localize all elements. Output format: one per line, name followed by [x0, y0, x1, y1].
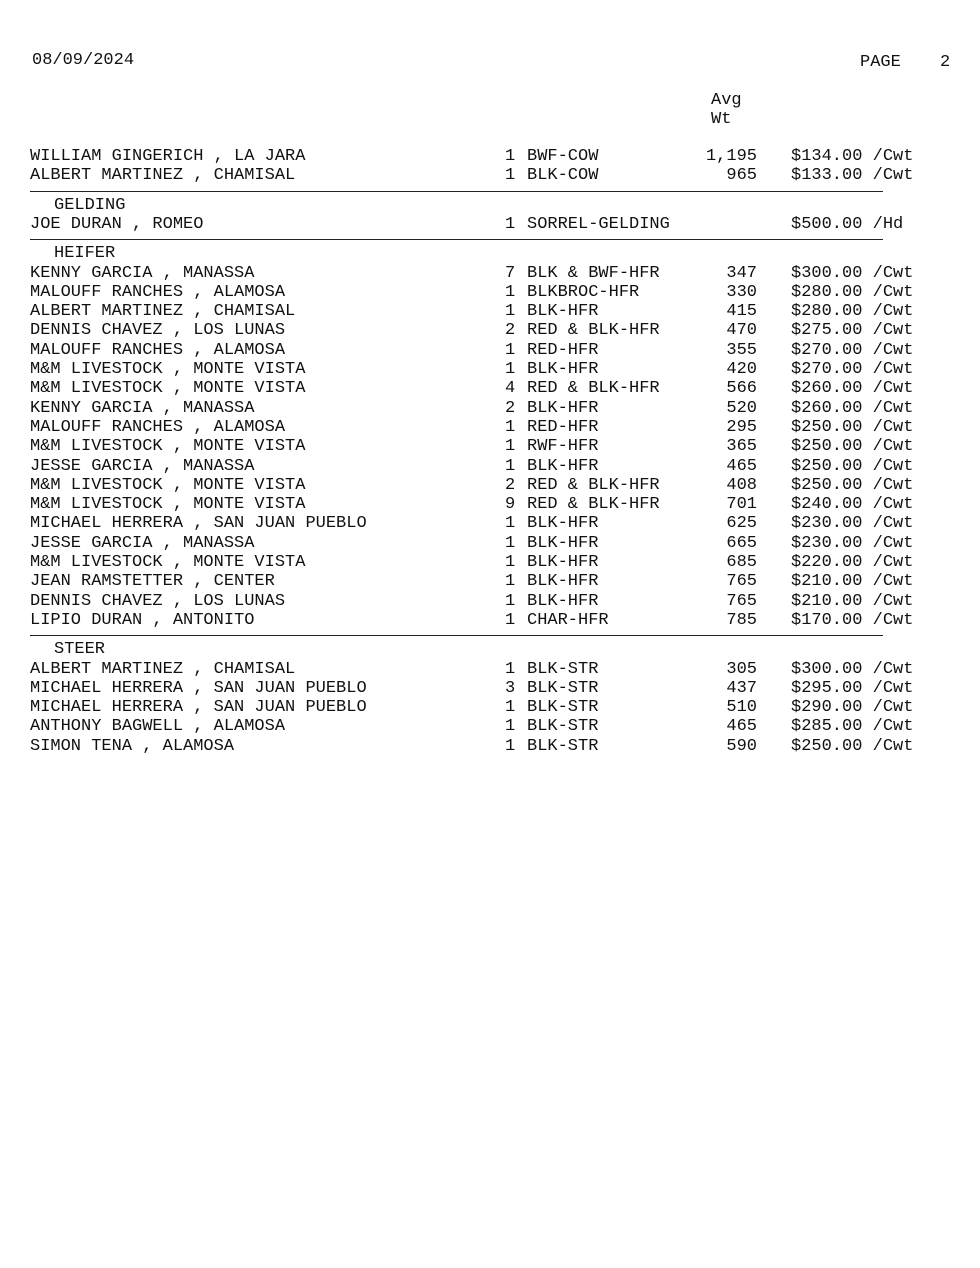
sale-row	[0, 341, 980, 360]
animal-description: BLK-STR	[527, 736, 599, 756]
sale-row	[0, 572, 980, 591]
buyer-name: ALBERT MARTINEZ , CHAMISAL	[30, 659, 296, 679]
sale-price: $285.00 /Cwt	[791, 717, 914, 737]
sale-row	[0, 698, 980, 717]
sale-row	[0, 660, 980, 679]
section-divider	[30, 191, 883, 192]
buyer-name: ALBERT MARTINEZ , CHAMISAL	[30, 166, 296, 186]
animal-description: BLK-HFR	[527, 302, 599, 322]
sale-price: $280.00 /Cwt	[791, 282, 914, 302]
animal-description: RED & BLK-HFR	[527, 475, 660, 495]
head-count: 1	[505, 514, 516, 534]
animal-description: BLK-HFR	[527, 572, 599, 592]
sale-row	[0, 592, 980, 611]
sale-price: $500.00 /Hd	[791, 214, 904, 234]
average-weight: 765	[726, 591, 757, 611]
head-count: 1	[505, 166, 516, 186]
buyer-name: M&M LIVESTOCK , MONTE VISTA	[30, 379, 306, 399]
average-weight: 465	[726, 456, 757, 476]
sale-price: $250.00 /Cwt	[791, 417, 914, 437]
average-weight: 470	[726, 321, 757, 341]
report-date: 08/09/2024	[32, 51, 135, 70]
head-count: 1	[505, 456, 516, 476]
buyer-name: MICHAEL HERRERA , SAN JUAN PUEBLO	[30, 678, 367, 698]
sale-price: $270.00 /Cwt	[791, 340, 914, 360]
animal-description: RWF-HFR	[527, 437, 599, 457]
section-divider	[30, 635, 883, 636]
average-weight: 685	[726, 553, 757, 572]
animal-description: BLK-HFR	[527, 553, 599, 572]
sale-price: $260.00 /Cwt	[791, 379, 914, 399]
sale-row	[0, 476, 980, 495]
head-count: 1	[505, 214, 516, 234]
page-label: PAGE	[860, 53, 901, 72]
sale-row	[0, 437, 980, 456]
animal-description: RED-HFR	[527, 340, 599, 360]
head-count: 1	[505, 417, 516, 437]
buyer-name: KENNY GARCIA , MANASSA	[30, 263, 255, 283]
average-weight: 701	[726, 495, 757, 515]
sale-price: $170.00 /Cwt	[791, 610, 914, 630]
section-title: GELDING	[54, 195, 126, 215]
section-title: STEER	[54, 640, 106, 660]
head-count: 2	[505, 321, 516, 341]
column-header-avg: Avg	[711, 91, 742, 110]
sale-price: $230.00 /Cwt	[791, 514, 914, 534]
buyer-name: ANTHONY BAGWELL , ALAMOSA	[30, 717, 286, 737]
animal-description: RED & BLK-HFR	[527, 321, 660, 341]
sale-row	[0, 360, 980, 379]
sale-price: $210.00 /Cwt	[791, 572, 914, 592]
animal-description: BLK-HFR	[527, 514, 599, 534]
sale-row	[0, 679, 980, 698]
head-count: 1	[505, 282, 516, 302]
sale-price: $275.00 /Cwt	[791, 321, 914, 341]
sale-price: $290.00 /Cwt	[791, 698, 914, 718]
sale-price: $250.00 /Cwt	[791, 475, 914, 495]
section-title: HEIFER	[54, 244, 116, 264]
average-weight: 965	[726, 166, 757, 186]
average-weight: 665	[726, 533, 757, 553]
sale-row	[0, 215, 980, 234]
buyer-name: JOE DURAN , ROMEO	[30, 214, 204, 234]
average-weight: 330	[726, 282, 757, 302]
buyer-name: LIPIO DURAN , ANTONITO	[30, 610, 255, 630]
head-count: 3	[505, 678, 516, 698]
head-count: 1	[505, 533, 516, 553]
average-weight: 590	[726, 736, 757, 756]
animal-description: BLK-STR	[527, 698, 599, 718]
sale-price: $250.00 /Cwt	[791, 437, 914, 457]
animal-description: BLK-HFR	[527, 456, 599, 476]
sale-price: $250.00 /Cwt	[791, 736, 914, 756]
buyer-name: JESSE GARCIA , MANASSA	[30, 456, 255, 476]
sale-row	[0, 553, 980, 572]
sale-row	[0, 717, 980, 736]
buyer-name: KENNY GARCIA , MANASSA	[30, 398, 255, 418]
animal-description: BLK & BWF-HFR	[527, 263, 660, 283]
head-count: 1	[505, 736, 516, 756]
buyer-name: MICHAEL HERRERA , SAN JUAN PUEBLO	[30, 698, 367, 718]
animal-description: BLK-STR	[527, 678, 599, 698]
sale-row	[0, 399, 980, 418]
sale-price: $300.00 /Cwt	[791, 659, 914, 679]
buyer-name: M&M LIVESTOCK , MONTE VISTA	[30, 360, 306, 379]
head-count: 1	[505, 591, 516, 611]
average-weight: 1,195	[705, 147, 757, 166]
head-count: 1	[505, 437, 516, 457]
average-weight: 347	[726, 263, 757, 283]
sale-price: $230.00 /Cwt	[791, 533, 914, 553]
sale-price: $300.00 /Cwt	[791, 263, 914, 283]
average-weight: 566	[726, 379, 757, 399]
sale-row	[0, 611, 980, 630]
sale-price: $220.00 /Cwt	[791, 553, 914, 572]
head-count: 7	[505, 263, 516, 283]
buyer-name: MICHAEL HERRERA , SAN JUAN PUEBLO	[30, 514, 367, 534]
average-weight: 305	[726, 659, 757, 679]
animal-description: BLKBROC-HFR	[527, 282, 640, 302]
column-header-wt: Wt	[711, 110, 732, 129]
head-count: 1	[505, 659, 516, 679]
sale-row	[0, 147, 980, 166]
average-weight: 520	[726, 398, 757, 418]
head-count: 1	[505, 553, 516, 572]
buyer-name: SIMON TENA , ALAMOSA	[30, 736, 235, 756]
buyer-name: M&M LIVESTOCK , MONTE VISTA	[30, 475, 306, 495]
sale-price: $134.00 /Cwt	[791, 147, 914, 166]
sale-row	[0, 534, 980, 553]
head-count: 1	[505, 302, 516, 322]
average-weight: 510	[726, 698, 757, 718]
buyer-name: MALOUFF RANCHES , ALAMOSA	[30, 340, 286, 360]
animal-description: RED & BLK-HFR	[527, 379, 660, 399]
animal-description: RED-HFR	[527, 417, 599, 437]
average-weight: 295	[726, 417, 757, 437]
buyer-name: ALBERT MARTINEZ , CHAMISAL	[30, 302, 296, 322]
sale-price: $240.00 /Cwt	[791, 495, 914, 515]
animal-description: BLK-HFR	[527, 360, 599, 379]
sale-price: $270.00 /Cwt	[791, 360, 914, 379]
sale-row	[0, 166, 980, 185]
animal-description: CHAR-HFR	[527, 610, 609, 630]
sale-row	[0, 457, 980, 476]
head-count: 9	[505, 495, 516, 515]
head-count: 1	[505, 340, 516, 360]
animal-description: BLK-HFR	[527, 591, 599, 611]
average-weight: 785	[726, 610, 757, 630]
buyer-name: JESSE GARCIA , MANASSA	[30, 533, 255, 553]
sale-row	[0, 321, 980, 340]
head-count: 1	[505, 698, 516, 718]
buyer-name: M&M LIVESTOCK , MONTE VISTA	[30, 553, 306, 572]
animal-description: BLK-HFR	[527, 533, 599, 553]
animal-description: BLK-HFR	[527, 398, 599, 418]
buyer-name: JEAN RAMSTETTER , CENTER	[30, 572, 275, 592]
page-number: 2	[940, 53, 951, 72]
sale-price: $250.00 /Cwt	[791, 456, 914, 476]
sale-price: $133.00 /Cwt	[791, 166, 914, 186]
animal-description: BLK-STR	[527, 659, 599, 679]
head-count: 2	[505, 475, 516, 495]
average-weight: 415	[726, 302, 757, 322]
sale-row	[0, 379, 980, 398]
average-weight: 625	[726, 514, 757, 534]
sale-price: $295.00 /Cwt	[791, 678, 914, 698]
buyer-name: MALOUFF RANCHES , ALAMOSA	[30, 417, 286, 437]
head-count: 1	[505, 717, 516, 737]
sale-price: $260.00 /Cwt	[791, 398, 914, 418]
buyer-name: M&M LIVESTOCK , MONTE VISTA	[30, 437, 306, 457]
head-count: 2	[505, 398, 516, 418]
animal-description: BLK-COW	[527, 166, 599, 186]
sale-row	[0, 283, 980, 302]
buyer-name: MALOUFF RANCHES , ALAMOSA	[30, 282, 286, 302]
sale-row	[0, 264, 980, 283]
head-count: 1	[505, 360, 516, 379]
average-weight: 465	[726, 717, 757, 737]
average-weight: 437	[726, 678, 757, 698]
sale-row	[0, 418, 980, 437]
average-weight: 765	[726, 572, 757, 592]
animal-description: BWF-COW	[527, 147, 599, 166]
animal-description: SORREL-GELDING	[527, 214, 670, 234]
sale-price: $210.00 /Cwt	[791, 591, 914, 611]
animal-description: BLK-STR	[527, 717, 599, 737]
head-count: 1	[505, 147, 516, 166]
head-count: 1	[505, 572, 516, 592]
buyer-name: DENNIS CHAVEZ , LOS LUNAS	[30, 591, 286, 611]
buyer-name: DENNIS CHAVEZ , LOS LUNAS	[30, 321, 286, 341]
head-count: 1	[505, 610, 516, 630]
sale-row	[0, 495, 980, 514]
animal-description: RED & BLK-HFR	[527, 495, 660, 515]
head-count: 4	[505, 379, 516, 399]
sale-row	[0, 514, 980, 533]
average-weight: 420	[726, 360, 757, 379]
buyer-name: M&M LIVESTOCK , MONTE VISTA	[30, 495, 306, 515]
section-divider	[30, 239, 883, 240]
average-weight: 408	[726, 475, 757, 495]
sale-price: $280.00 /Cwt	[791, 302, 914, 322]
buyer-name: WILLIAM GINGERICH , LA JARA	[30, 147, 306, 166]
sale-row	[0, 302, 980, 321]
average-weight: 365	[726, 437, 757, 457]
average-weight: 355	[726, 340, 757, 360]
sale-row	[0, 737, 980, 756]
